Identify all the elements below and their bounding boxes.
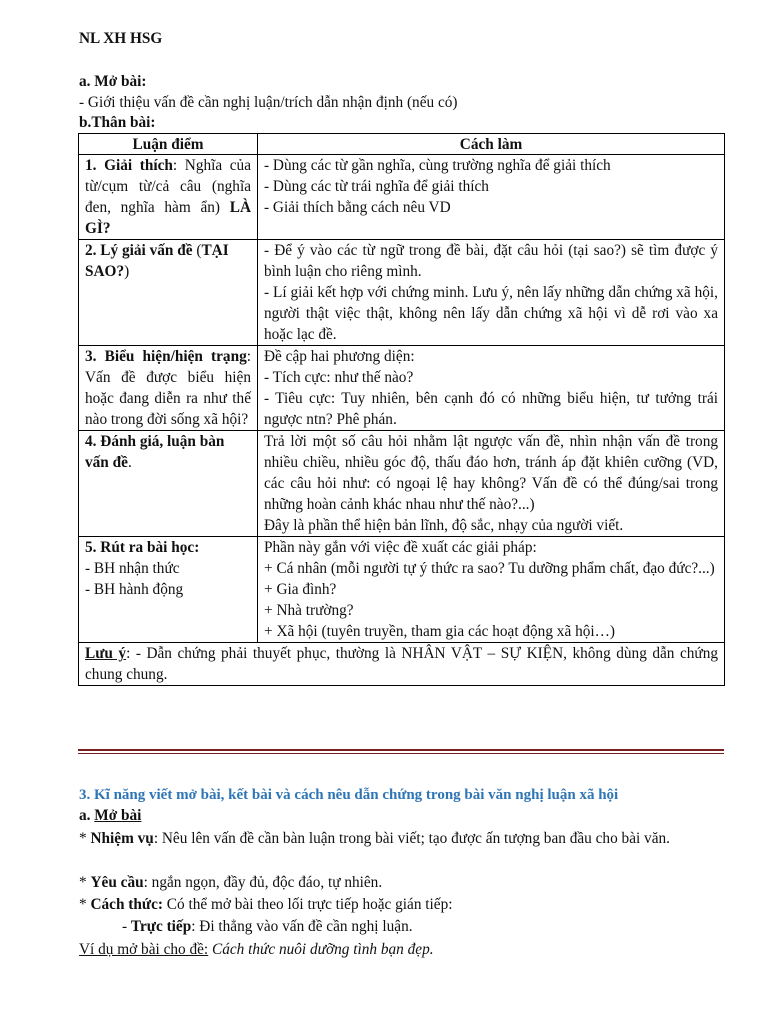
row3-label: 3. Biểu hiện/hiện trạng xyxy=(85,348,247,365)
section3-subheading xyxy=(79,807,141,825)
row1-tail: LÀ GÌ? xyxy=(85,199,251,237)
cach-thuc-text: Có thể mở bài theo lối trực tiếp hoặc gián tiếp: xyxy=(162,896,453,913)
example-text: Cách thức nuôi dưỡng tình bạn đẹp. xyxy=(212,941,434,958)
row5-item: + Cá nhân (mỗi người tự ý thức ra sao? Tu dưỡng phẩm chất, đạo đức?...) xyxy=(264,560,715,577)
note-label: Lưu ý xyxy=(85,645,127,662)
nhiem-vu-label: Nhiệm vụ xyxy=(90,830,154,847)
row5-item: + Xã hội (tuyên truyền, tham gia các hoạt động xã hội…) xyxy=(264,623,616,640)
mo-bai-line: - Giới thiệu vấn đề cần nghị luận/trích dẫn nhận định (nếu có) xyxy=(79,94,458,111)
nhiem-vu-paragraph: * Nhiệm vụ: Nêu lên vấn đề cần bàn luận trong bài viết; tạo được ấn tượng ban đầu cho bài văn. xyxy=(79,830,670,847)
row1-left xyxy=(79,155,258,240)
table-row xyxy=(79,431,725,537)
table-row xyxy=(79,155,725,240)
row2-desc: ( xyxy=(192,242,202,259)
section3-sub-label: Mở bài xyxy=(94,807,142,824)
row2-label: 2. Lý giải vấn đề xyxy=(85,242,193,259)
doc-title: NL XH HSG xyxy=(79,30,163,47)
row5-sub: - BH hành động xyxy=(85,581,184,598)
outline-table xyxy=(78,133,725,686)
row2-left xyxy=(79,240,258,346)
section3-sub-prefix: a. xyxy=(79,807,95,824)
row2-item: - Để ý vào các từ ngữ trong đề bài, đặt câu hỏi (tại sao?) sẽ tìm được ý bình luận cho riêng mình. xyxy=(264,242,718,280)
row1-item: - Dùng các từ trái nghĩa để giải thích xyxy=(264,178,489,195)
yeu-cau-text: : ngắn ngọn, đầy đủ, độc đáo, tự nhiên. xyxy=(143,874,383,891)
row4-desc: . xyxy=(127,454,132,471)
row2-close: ) xyxy=(124,263,130,280)
table-header-row xyxy=(79,134,725,155)
truc-tiep-text: : Đi thẳng vào vấn đề cần nghị luận. xyxy=(191,918,413,935)
row4-item: Đây là phần thể hiện bản lĩnh, độ sắc, nhạy của người viết. xyxy=(264,517,624,534)
cach-thuc-label: Cách thức: xyxy=(90,896,163,913)
row1-item: - Giải thích bằng cách nêu VD xyxy=(264,199,451,216)
row5-right xyxy=(258,537,725,643)
row3-left xyxy=(79,346,258,431)
row5-item: + Gia đình? xyxy=(264,581,337,598)
note-cell xyxy=(79,643,725,686)
row5-item: + Nhà trường? xyxy=(264,602,354,619)
section-divider-thin xyxy=(78,753,724,754)
row3-item: Đề cập hai phương diện: xyxy=(264,348,415,365)
row4-left xyxy=(79,431,258,537)
nhiem-vu-text: : Nêu lên vấn đề cần bàn luận trong bài viết; tạo được ấn tượng ban đầu cho bài văn. xyxy=(153,830,670,847)
row3-item: - Tích cực: như thế nào? xyxy=(264,369,414,386)
yeu-cau-line: * Yêu cầu: ngắn ngọn, đầy đủ, độc đáo, tự nhiên. xyxy=(79,874,383,891)
row5-sub: - BH nhận thức xyxy=(85,560,180,577)
table-row xyxy=(79,346,725,431)
truc-tiep-line: - Trực tiếp: Đi thẳng vào vấn đề cần nghị luận. xyxy=(122,918,413,935)
row3-desc: : Vấn đề được biểu hiện hoặc đang diễn ra như thế nào trong đời sống xã hội? xyxy=(85,348,251,428)
row5-item: Phần này gắn với việc đề xuất các giải pháp: xyxy=(264,539,537,556)
example-line xyxy=(79,941,434,959)
table-note-row xyxy=(79,643,725,686)
table-row xyxy=(79,537,725,643)
row5-label: 5. Rút ra bài học: xyxy=(85,539,200,556)
table-row xyxy=(79,240,725,346)
row1-item: - Dùng các từ gần nghĩa, cùng trường nghĩa để giải thích xyxy=(264,157,611,174)
row2-tail: TẠI SAO? xyxy=(85,242,229,280)
row1-right xyxy=(258,155,725,240)
row3-item: - Tiêu cực: Tuy nhiên, bên cạnh đó có những biểu hiện, tư tưởng trái ngược ntn? Phê phán. xyxy=(264,390,718,428)
mo-bai-heading: a. Mở bài: xyxy=(79,73,147,90)
note-text: : - Dẫn chứng phải thuyết phục, thường là NHÂN VẬT – SỰ KIỆN, không dùng dẫn chứng chung chung. xyxy=(85,645,718,683)
row3-right xyxy=(258,346,725,431)
section-divider xyxy=(78,749,724,751)
row4-label: 4. Đánh giá, luận bàn vấn đề xyxy=(85,433,225,471)
section3-title: 3. Kĩ năng viết mở bài, kết bài và cách nêu dẫn chứng trong bài văn nghị luận xã hội xyxy=(79,787,619,803)
row1-label: 1. Giải thích xyxy=(85,157,173,174)
header-cach-lam: Cách làm xyxy=(258,134,725,155)
example-label: Ví dụ mở bài cho đề: xyxy=(79,941,209,958)
than-bai-heading: b.Thân bài: xyxy=(79,114,156,131)
row2-item: - Lí giải kết hợp với chứng minh. Lưu ý, nên lấy những dẫn chứng xã hội, người thật việc thật, không nên lấy dẫn chứng xã hội vì dễ rơi vào xa hoặc lạc đề. xyxy=(264,284,718,343)
cach-thuc-line: * Cách thức: Có thể mở bài theo lối trực tiếp hoặc gián tiếp: xyxy=(79,896,453,913)
row1-desc: : Nghĩa của từ/cụm từ/cả câu (nghĩa đen, nghĩa hàm ẩn) xyxy=(85,157,251,216)
row4-right xyxy=(258,431,725,537)
header-luan-diem: Luận điểm xyxy=(79,134,258,155)
truc-tiep-label: Trực tiếp xyxy=(130,918,192,935)
row2-right xyxy=(258,240,725,346)
row4-item: Trả lời một số câu hỏi nhằm lật ngược vấn đề, nhìn nhận vấn đề trong nhiều chiều, nhiều góc độ, thấu đáo hơn, tránh áp đặt khiên cưỡng (VD, các câu hỏi như: có ngoại lệ hay không? Vấn đề có thể đúng/sai trong những hoàn cảnh khác nhau như thế nào?...) xyxy=(264,433,718,513)
yeu-cau-label: Yêu cầu xyxy=(90,874,144,891)
row5-left xyxy=(79,537,258,643)
